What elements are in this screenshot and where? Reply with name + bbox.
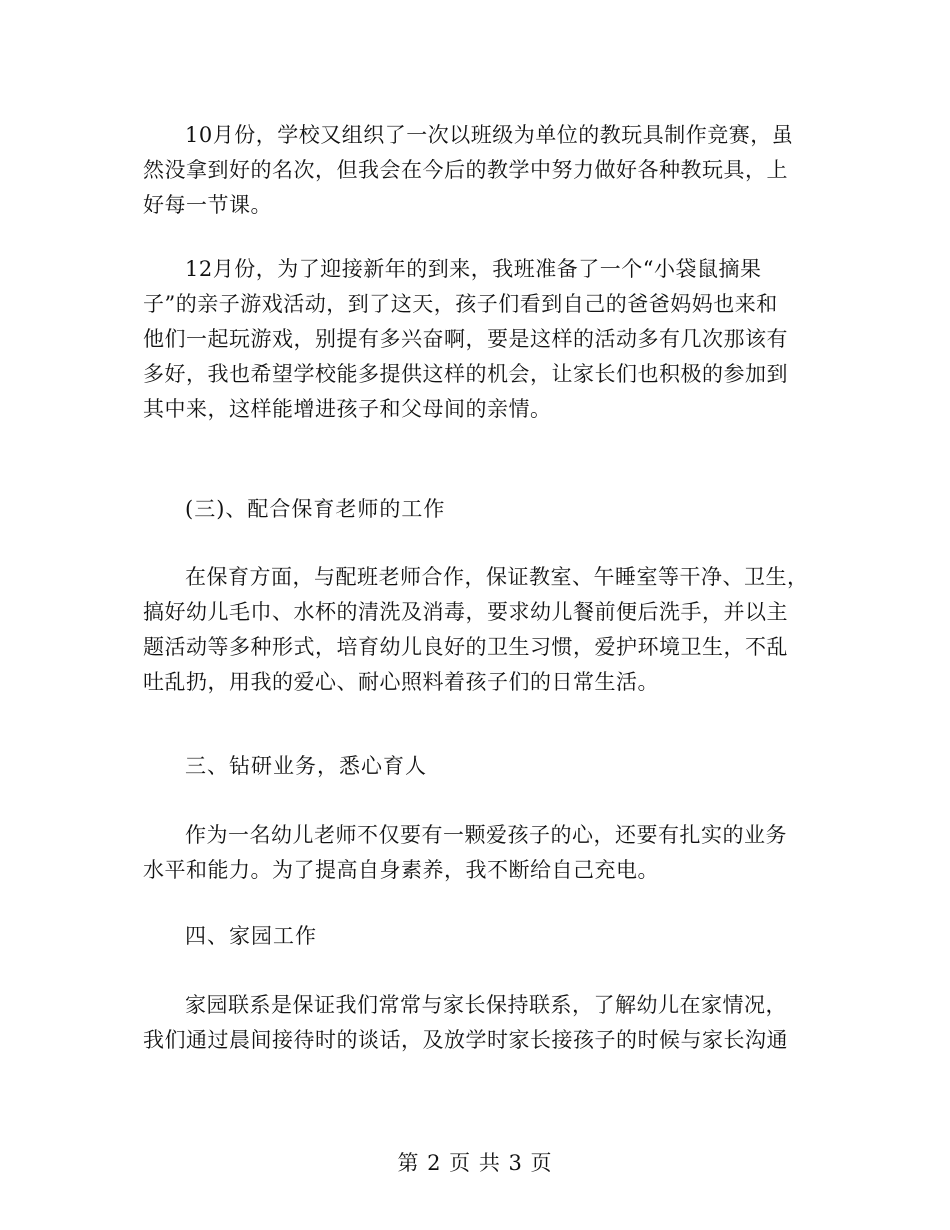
text-line: 10月份，学校又组织了一次以班级为单位的教玩具制作竞赛，虽 — [185, 123, 794, 147]
text-line: 子”的亲子游戏活动，到了这天，孩子们看到自己的爸爸妈妈也来和 — [143, 292, 778, 316]
paragraph-home-school — [143, 988, 811, 1058]
text-line: 然没拿到好的名次，但我会在今后的教学中努力做好各种教玩具，上 — [143, 158, 788, 182]
text-line: 多好，我也希望学校能多提供这样的机会，让家长们也积极的参加到 — [143, 362, 788, 386]
text-line: 搞好幼儿毛巾、水杯的清洗及消毒，要求幼儿餐前便后洗手，并以主 — [143, 600, 788, 624]
page-number-footer: 第 2 页 共 3 页 — [397, 1151, 553, 1175]
text-line: 其中来，这样能增进孩子和父母间的亲情。 — [143, 397, 552, 421]
text-line: 吐乱扔，用我的爱心、耐心照料着孩子们的日常生活。 — [143, 670, 659, 694]
section-heading-study: 三、钻研业务，悉心育人 — [185, 754, 427, 778]
section-heading-nursing: (三)、配合保育老师的工作 — [185, 497, 446, 521]
text-line: 我们通过晨间接待时的谈话，及放学时家长接孩子的时候与家长沟通 — [143, 1028, 788, 1052]
paragraph-december-activity — [143, 252, 811, 427]
paragraph-study — [143, 818, 811, 888]
text-line: 在保育方面，与配班老师合作，保证教室、午睡室等干净、卫生， — [185, 565, 809, 589]
paragraph-october-contest — [143, 118, 811, 223]
text-line: 他们一起玩游戏，别提有多兴奋啊，要是这样的活动多有几次那该有 — [143, 327, 788, 351]
section-heading-home-school: 四、家园工作 — [185, 924, 317, 948]
text-line: 题活动等多种形式，培育幼儿良好的卫生习惯，爱护环境卫生，不乱 — [143, 635, 788, 659]
text-line: 作为一名幼儿老师不仅要有一颗爱孩子的心，还要有扎实的业务 — [185, 823, 787, 847]
paragraph-nursing-work — [143, 560, 811, 700]
text-line: 水平和能力。为了提高自身素养，我不断给自己充电。 — [143, 858, 659, 882]
text-line: 家园联系是保证我们常常与家长保持联系，了解幼儿在家情况， — [185, 993, 787, 1017]
text-line: 好每一节课。 — [143, 193, 272, 217]
text-line: 12月份，为了迎接新年的到来，我班准备了一个“小袋鼠摘果 — [185, 257, 762, 281]
